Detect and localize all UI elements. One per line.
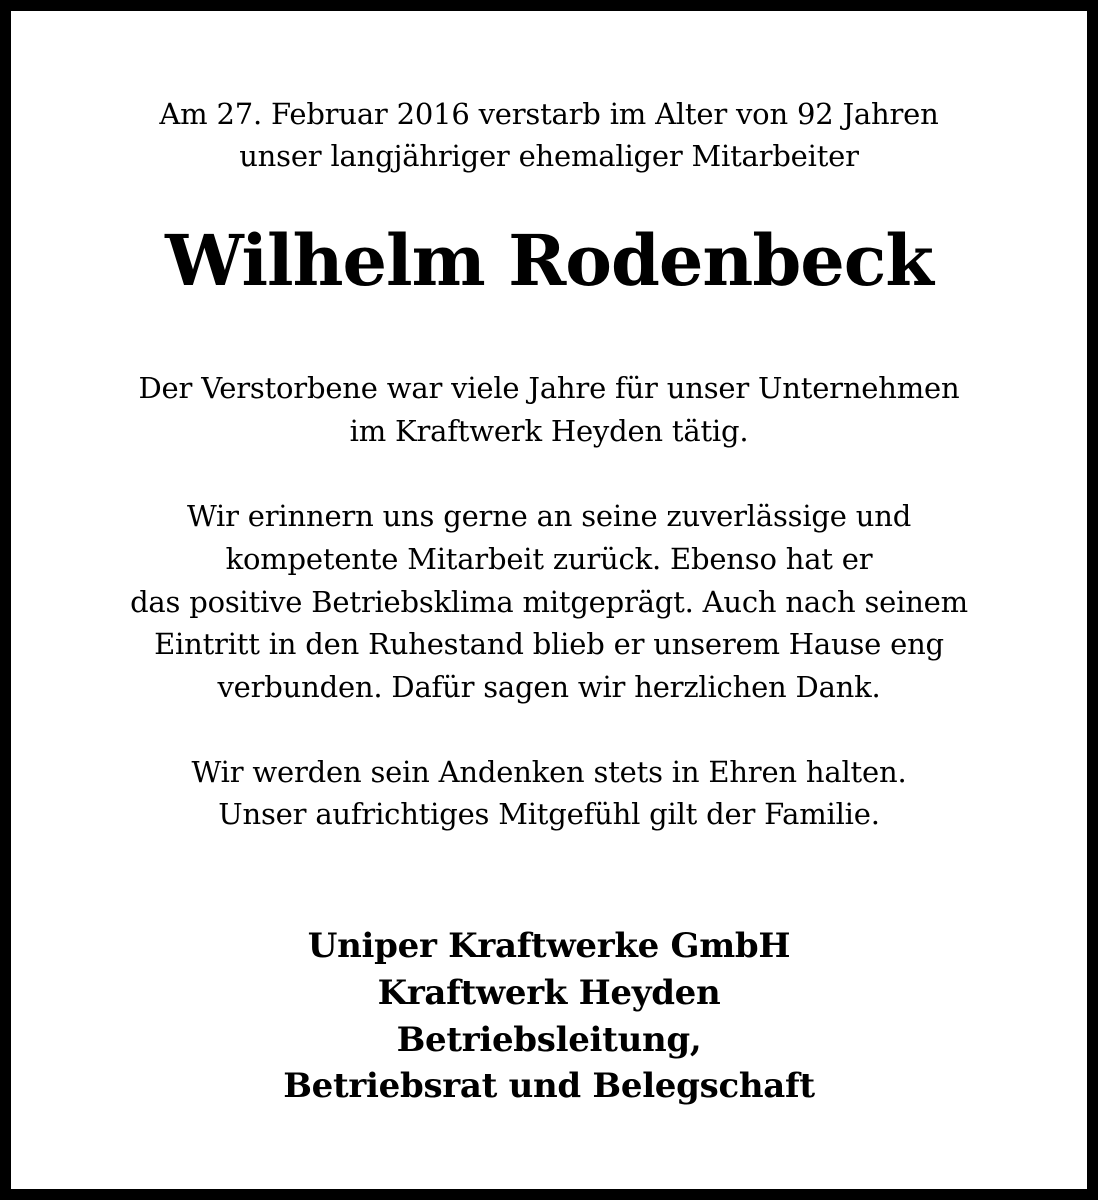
paragraph1-line-2: im Kraftwerk Heyden tätig. [349,414,749,448]
paragraph2-line-5: verbunden. Dafür sagen wir herzlichen Dank. [217,670,881,704]
paragraph2-line-4: Eintritt in den Ruhestand blieb er unserem Hause eng [154,627,944,661]
intro-line-1: Am 27. Februar 2016 verstarb im Alter von 92 Jahren [159,97,939,131]
deceased-name: Wilhelm Rodenbeck [165,219,933,302]
paragraph2-line-3: das positive Betriebsklima mitgeprägt. Auch nach seinem [130,585,968,619]
paragraph3-line-2: Unser aufrichtiges Mitgefühl gilt der Familie. [218,797,880,831]
paragraph2-line-1: Wir erinnern uns gerne an seine zuverlässige und [186,499,912,533]
paragraph1-line-1: Der Verstorbene war viele Jahre für unser Unternehmen [138,371,960,405]
signature-line-4: Betriebsrat und Belegschaft [283,1066,815,1106]
intro-line-2: unser langjähriger ehemaliger Mitarbeiter [239,139,859,173]
signature-line-1: Uniper Kraftwerke GmbH [307,926,791,966]
signature-line-3: Betriebsleitung, [396,1020,702,1060]
paragraph2-line-2: kompetente Mitarbeit zurück. Ebenso hat er [225,542,873,576]
signature-line-2: Kraftwerk Heyden [377,973,721,1013]
paragraph3-line-1: Wir werden sein Andenken stets in Ehren halten. [191,755,907,789]
